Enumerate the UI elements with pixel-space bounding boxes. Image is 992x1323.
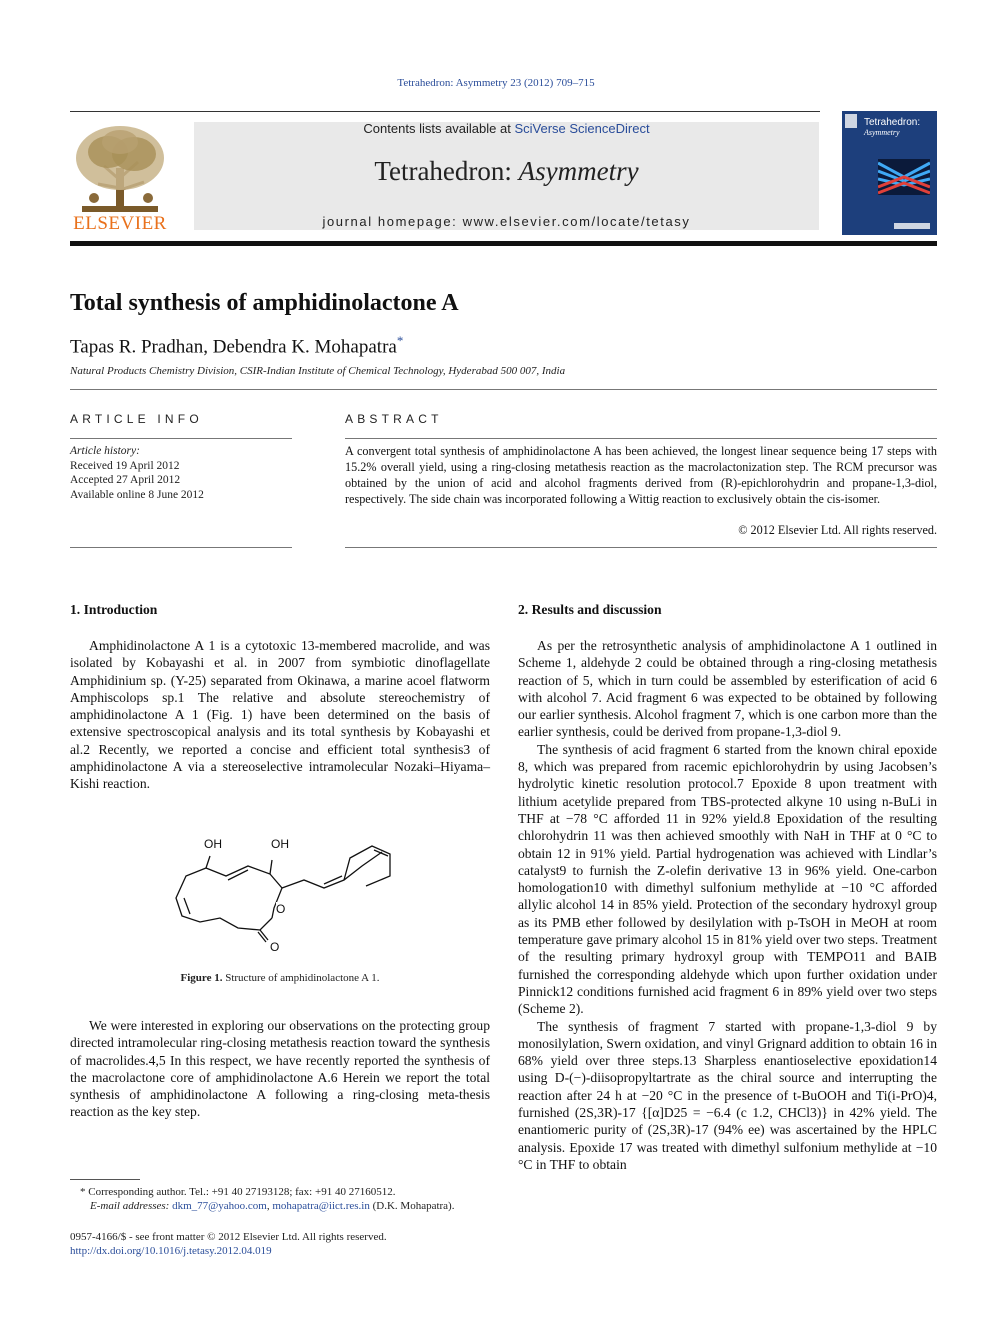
- introduction-body-continued: [70, 1017, 490, 1121]
- email-owner: (D.K. Mohapatra).: [372, 1200, 455, 1212]
- article-info-label: ARTICLE INFO: [70, 412, 203, 426]
- journal-citation[interactable]: Tetrahedron: Asymmetry 23 (2012) 709–715: [397, 77, 595, 89]
- figure-caption-label: Figure 1.: [180, 972, 223, 984]
- contents-availability: [194, 121, 819, 136]
- sciencedirect-link[interactable]: SciVerse ScienceDirect: [514, 121, 650, 136]
- abstract-bottom-rule: [345, 547, 937, 548]
- results-paragraph-3: The synthesis of fragment 7 started with propane-1,3-diol 9 by monosilylation, Swern oxidation, and vinyl Grignard addition to obtain 16 in 68% yield over three steps.13 Sharpless enantioselective epoxidation14 using D-(−)-diisopropyltartrate as the chiral source and interrupting the reaction after 24 h at −20 °C in the presence of t-BuOOH and Ti(i-PrO)4, furnished (2S,3R)-17 {[α]D25 = −6.4 (c 1.2, CHCl3)} in 42% yield. The enantiomeric purity of (2S,3R)-17 (94% ee) was ascertained by the HPLC analysis. Epoxide 17 was treated with dimethyl sulfonium methylide at −10 °C in THF to obtain: [518, 1018, 937, 1172]
- author-affiliation: Natural Products Chemistry Division, CSIR-Indian Institute of Chemical Technology, Hyderabad 500 007, India: [70, 365, 566, 377]
- author-list: [70, 333, 403, 358]
- journal-cover-thumbnail[interactable]: [842, 111, 937, 235]
- cover-art-icon: [878, 159, 930, 195]
- abstract-copyright: © 2012 Elsevier Ltd. All rights reserved.: [738, 523, 937, 537]
- doi-link[interactable]: http://dx.doi.org/10.1016/j.tetasy.2012.04.019: [70, 1245, 272, 1257]
- email-link-2[interactable]: mohapatra@iict.res.in: [272, 1200, 370, 1212]
- ring-oxygen-label: O: [276, 902, 286, 916]
- figure-1-caption: [70, 972, 490, 984]
- cover-mini-logo: [845, 114, 857, 128]
- received-date: Received 19 April 2012: [70, 459, 180, 472]
- header-top-rule: [70, 111, 820, 112]
- amphidinolactone-structure-diagram: [160, 832, 410, 962]
- header-bottom-rule: [70, 241, 937, 246]
- authors-text: Tapas R. Pradhan, Debendra K. Mohapatra: [70, 336, 397, 358]
- results-paragraph-2: The synthesis of acid fragment 6 started from the known chiral epoxide 8, which was prepared from racemic epichlorohydrin by using Jacobsen’s hydrolytic kinetic resolution protocol.7 Epoxide 8 upon treatment with lithium acetylide prepared from TBS-protected alkyne 10 using n-BuLi in THF at −78 °C afforded 11 in 92% yield.8 Epoxidation of the resulting chlorohydrin 11 was then achieved smoothly with NaH in THF at 0 °C to obtain 12 in 91% yield. Partial hydrogenation was achieved with Lindlar’s catalyst9 to furnish the Z-olefin derivative 13 in 96% yield. One-carbon homologation10 with dimethyl sulfonium methylide at −10 °C afforded allylic alcohol 14 in 85% yield. Protection of the secondary hydroxyl group as its PMB ether followed by desilylation with p-TsOH in MeOH at room temperature gave primary alcohol 15 in 81% yield over two steps. Treatment of the resulting primary hydroxyl group with TEMPO11 and BAIB furnished the corresponding aldehyde which upon further oxidation under Pinnick12 conditions furnished acid fragment 6 in 89% yield over two steps (Scheme 2).: [518, 741, 937, 1017]
- issn-line: 0957-4166/$ - see front matter © 2012 Elsevier Ltd. All rights reserved.: [70, 1231, 387, 1243]
- corresponding-author-footnote: [80, 1185, 490, 1213]
- email-link-1[interactable]: dkm_77@yahoo.com: [172, 1200, 267, 1212]
- journal-title: Tetrahedron: Asymmetry: [374, 156, 639, 186]
- introduction-paragraph-2: We were interested in exploring our observations on the protecting group directed intramolecular ring-closing metathesis reaction toward the synthesis of macrolides.4,5 In this respect, we have recently reported the synthesis of the macrolactone core of amphidinolactone A.6 Herein we report the total synthesis of amphidinolactone A following a ring-closing meta-thesis reaction as the key step.: [70, 1018, 490, 1120]
- results-body: [518, 637, 937, 1217]
- title-divider: [70, 389, 937, 390]
- hydroxyl-label-left: OH: [204, 837, 222, 851]
- elsevier-logo: [68, 118, 172, 236]
- email-addresses: E-mail addresses: dkm_77@yahoo.com, mohapatra@iict.res.in (D.K. Mohapatra).: [90, 1200, 455, 1212]
- journal-homepage[interactable]: journal homepage: www.elsevier.com/locate/tetasy: [322, 214, 691, 229]
- email-label: E-mail addresses:: [90, 1200, 170, 1212]
- figure-1-structure: [160, 832, 410, 962]
- introduction-body: [70, 637, 490, 793]
- accepted-date: Accepted 27 April 2012: [70, 474, 181, 486]
- corresponding-contact: * Corresponding author. Tel.: +91 40 27193128; fax: +91 40 27160512.: [80, 1186, 396, 1198]
- abstract-text: A convergent total synthesis of amphidinolactone A has been achieved, the longest linear sequence being 17 steps with 15.2% overall yield, using a ring-closing metathesis reaction as the macrolactonization step. The RCM precursor was obtained by the union of acid and alcohol fragments derived from (R)-epichlorohydrin and propane-1,3-diol, respectively. The side chain was incorporated following a Wittig reaction to exclusively obtain the cis-isomer.: [345, 444, 937, 506]
- results-paragraph-1: As per the retrosynthetic analysis of amphidinolactone A 1 outlined in Scheme 1, aldehyde 2 could be obtained through a ring-closing metathesis reaction of 5, which in turn could be assembled by esterification of acid 6 with alcohol 7. Acid fragment 6 was expected to be obtained by following our earlier synthesis. Alcohol fragment 7, which is one carbon more than the earlier synthesis, could be derived from propane-1,3-diol 9.: [518, 638, 937, 740]
- footnote-rule: [70, 1179, 140, 1180]
- introduction-heading: 1. Introduction: [70, 602, 158, 617]
- online-date: Available online 8 June 2012: [70, 488, 204, 501]
- hydroxyl-label-right: OH: [271, 837, 289, 851]
- page-footer: [70, 1230, 490, 1258]
- elsevier-wordmark: ELSEVIER: [73, 213, 167, 234]
- carbonyl-oxygen-label: O: [270, 940, 280, 954]
- figure-caption-text: Structure of amphidinolactone A 1.: [225, 972, 380, 984]
- introduction-paragraph-1: Amphidinolactone A 1 is a cytotoxic 13-membered macrolide, and was isolated by Kobayashi et al. in 2007 from symbiotic dinoflagellate Amphidinium sp. (Y-25) separated from Okinawa, a marine acoel flatworm Amphiscolops sp.1 The relative and absolute stereochemistry of amphidinolactone A 1 (Fig. 1) have been determined on the basis of extensive spectroscopical analysis and its total synthesis by Kobayashi et al.2 Recently, we reported a concise and efficient total synthesis3 of amphidinolactone A via a stereoselective intramolecular Nozaki–Hiyama–Kishi reaction.: [70, 638, 490, 792]
- article-info-rule: [70, 438, 292, 439]
- article-info-bottom-rule: [70, 547, 292, 548]
- abstract-label: ABSTRACT: [345, 412, 443, 426]
- cover-title: Tetrahedron: Asymmetry: [864, 117, 921, 137]
- corresponding-author-mark[interactable]: *: [396, 333, 404, 348]
- abstract-rule: [345, 438, 937, 439]
- contents-prefix: Contents lists available at: [363, 121, 515, 136]
- cover-footer-logo: [894, 223, 930, 229]
- article-title: Total synthesis of amphidinolactone A: [70, 290, 459, 316]
- results-heading: 2. Results and discussion: [518, 602, 662, 617]
- history-label: Article history:: [70, 445, 140, 457]
- article-history: [70, 444, 204, 502]
